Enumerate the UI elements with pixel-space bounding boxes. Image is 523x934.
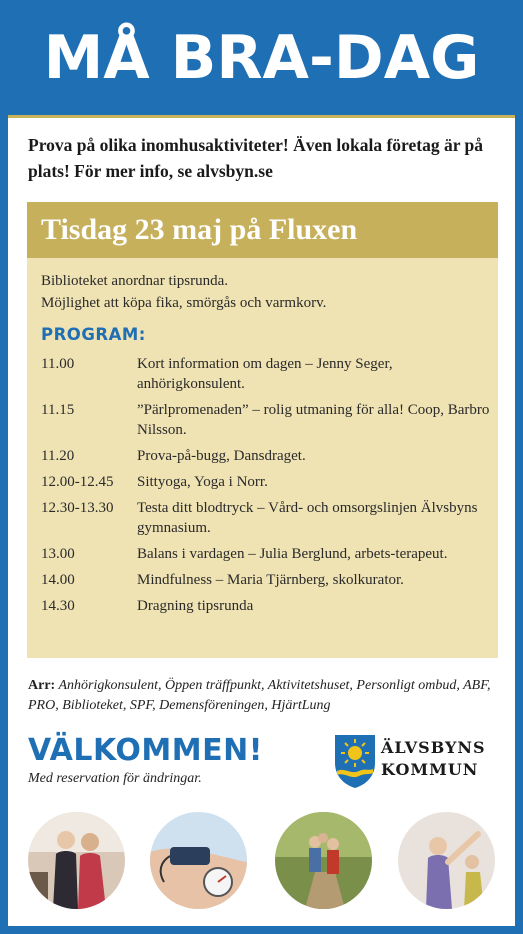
- organizers-list: Anhörigkonsulent, Öppen träffpunkt, Aktivitetshuset, Personligt ombud, ABF, PRO, Biblioteket, SPF, Demensföreningen, HjärtLung: [28, 678, 491, 713]
- event-note: [41, 270, 491, 314]
- program-time: 11.20: [41, 448, 75, 464]
- program-desc: Dragning tipsrunda: [137, 598, 254, 614]
- program-desc: Testa ditt blodtryck – Vård- och omsorgslinjen Älvsbyns gymnasium.: [137, 500, 478, 536]
- program-desc: ”Pärlpromenaden” – rolig utmaning för alla! Coop, Barbro Nilsson.: [137, 402, 490, 438]
- note-line-2: Möjlighet att köpa fika, smörgås och varmkorv.: [41, 295, 327, 311]
- program-row: [41, 596, 491, 616]
- program-row: [41, 472, 491, 492]
- sitting-yoga-photo: [398, 812, 495, 909]
- organizers-label: Arr:: [28, 678, 56, 693]
- program-time: 12.30-13.30: [41, 500, 114, 516]
- organizers-text: [28, 676, 503, 716]
- welcome-heading: VÄLKOMMEN!: [28, 733, 263, 768]
- program-desc: Sittyoga, Yoga i Norr.: [137, 474, 268, 490]
- intro-text: Prova på olika inomhusaktiviteter! Även lokala företag är på plats! För mer info, se alvsbyn.se: [28, 135, 483, 181]
- note-line-1: Biblioteket anordnar tipsrunda.: [41, 273, 229, 289]
- program-row: [41, 354, 491, 394]
- page-title: MÅ BRA-DAG: [43, 23, 480, 93]
- program-time: 12.00-12.45: [41, 474, 114, 490]
- program-row: [41, 498, 491, 538]
- program-time: 11.15: [41, 402, 75, 418]
- program-row: [41, 400, 491, 440]
- walking-photo: [275, 812, 372, 909]
- program-row: [41, 544, 491, 564]
- program-desc: Kort information om dagen – Jenny Seger, anhörigkonsulent.: [137, 356, 393, 392]
- dancing-photo: [28, 812, 125, 909]
- header-divider: [8, 115, 515, 118]
- logo-line-2: KOMMUN: [381, 760, 479, 779]
- reservation-note: Med reservation för ändringar.: [28, 771, 202, 786]
- blood-pressure-photo: [150, 812, 247, 909]
- logo-line-1: ÄLVSBYNS: [381, 738, 486, 757]
- program-time: 14.00: [41, 572, 75, 588]
- program-list: [41, 354, 491, 622]
- program-desc: Balans i vardagen – Julia Berglund, arbets-terapeut.: [137, 546, 448, 562]
- program-time: 14.30: [41, 598, 75, 614]
- coat-of-arms-icon: [333, 733, 377, 789]
- header-banner: [8, 8, 515, 115]
- municipality-logo: [333, 733, 503, 789]
- program-heading: PROGRAM:: [41, 325, 146, 344]
- program-time: 11.00: [41, 356, 75, 372]
- logo-text: [381, 737, 486, 781]
- program-row: [41, 446, 491, 466]
- program-time: 13.00: [41, 546, 75, 562]
- event-date-title: Tisdag 23 maj på Fluxen: [27, 202, 498, 258]
- program-desc: Prova-på-bugg, Dansdraget.: [137, 448, 306, 464]
- program-row: [41, 570, 491, 590]
- program-desc: Mindfulness – Maria Tjärnberg, skolkurator.: [137, 572, 404, 588]
- program-panel: [27, 202, 498, 658]
